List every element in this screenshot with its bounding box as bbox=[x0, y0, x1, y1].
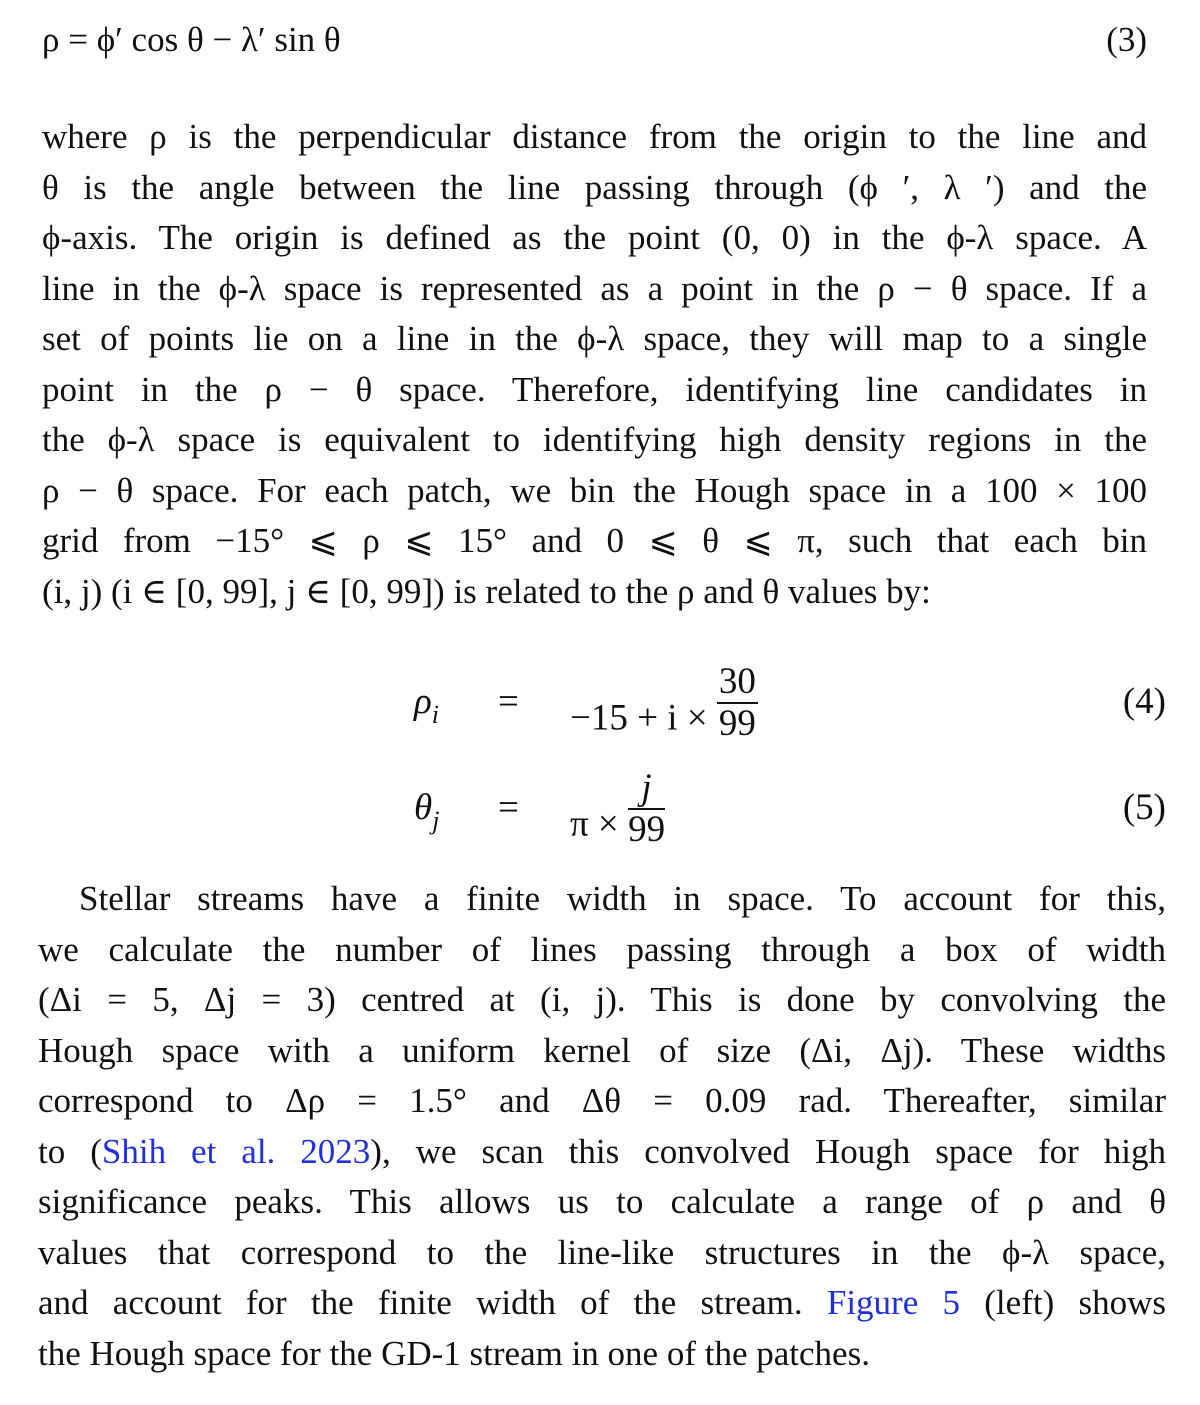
equation-5-equals: = bbox=[498, 787, 519, 828]
equation-5-symbol: θ bbox=[414, 787, 433, 828]
paragraph-text: to ( bbox=[38, 1131, 102, 1171]
paragraph-line: set of points lie on a line in the ϕ-λ space, they will map to a single bbox=[42, 319, 1147, 358]
paragraph-hough-definition bbox=[42, 112, 1147, 617]
equation-5-number: (5) bbox=[1122, 787, 1166, 828]
paragraph-line: Hough space with a uniform kernel of size (Δi, Δj). These widths bbox=[38, 1030, 1166, 1070]
paragraph-line: Stellar streams have a finite width in space. To account for this, bbox=[79, 879, 1166, 918]
paragraph-line: θ is the angle between the line passing through (ϕ ′, λ ′) and the bbox=[42, 167, 1147, 207]
paragraph-stream-width bbox=[38, 874, 1166, 1379]
equation-4 bbox=[0, 644, 1200, 754]
paragraph-line: ϕ-axis. The origin is defined as the point (0, 0) in the ϕ-λ space. A bbox=[42, 218, 1147, 257]
equation-5-subscript: j bbox=[432, 806, 440, 835]
equation-5-lhs bbox=[414, 786, 440, 835]
fraction-denominator: 99 bbox=[718, 703, 756, 744]
paragraph-line: significance peaks. This allows us to calculate a range of ρ and θ bbox=[38, 1182, 1166, 1221]
paragraph-line: the Hough space for the GD-1 stream in one of the patches. bbox=[38, 1333, 870, 1373]
paragraph-text: (left) shows bbox=[984, 1283, 1167, 1322]
equation-4-fraction bbox=[717, 662, 758, 744]
fraction-denominator: 99 bbox=[628, 809, 666, 850]
equation-5-fraction bbox=[628, 768, 665, 850]
paragraph-line: we calculate the number of lines passing through a box of width bbox=[38, 929, 1166, 969]
paragraph-line: (i, j) (i ∈ [0, 99], j ∈ [0, 99]) is related to the ρ and θ values by: bbox=[42, 571, 931, 611]
paragraph-line: correspond to Δρ = 1.5° and Δθ = 0.09 rad. Thereafter, similar bbox=[38, 1081, 1166, 1120]
equation-4-lhs bbox=[414, 680, 439, 729]
equation-3-number: (3) bbox=[1106, 20, 1147, 59]
fraction-numerator: 30 bbox=[718, 661, 756, 702]
paragraph-line: where ρ is the perpendicular distance from the origin to the line and bbox=[42, 117, 1147, 156]
paragraph-line: ρ − θ space. For each patch, we bin the Hough space in a 100 × 100 bbox=[42, 470, 1147, 510]
paragraph-line: point in the ρ − θ space. Therefore, identifying line candidates in bbox=[42, 369, 1147, 409]
equation-3-formula: ρ = ϕ′ cos θ − λ′ sin θ bbox=[42, 20, 341, 59]
equation-3 bbox=[42, 10, 1147, 70]
paragraph-line bbox=[38, 1127, 1166, 1178]
paragraph-line: the ϕ-λ space is equivalent to identifying high density regions in the bbox=[42, 420, 1147, 459]
paragraph-line: grid from −15° ⩽ ρ ⩽ 15° and 0 ⩽ θ ⩽ π, such that each bin bbox=[42, 521, 1147, 560]
equation-5-rhs-prefix: π × bbox=[570, 803, 619, 845]
fraction-numerator: j bbox=[628, 768, 665, 810]
paragraph-text: ), we scan this convolved Hough space for high bbox=[370, 1131, 1166, 1171]
equation-5-rhs bbox=[570, 767, 666, 868]
equation-5 bbox=[0, 750, 1200, 860]
equation-4-number: (4) bbox=[1122, 681, 1166, 722]
equation-4-equals: = bbox=[498, 681, 519, 722]
equation-4-rhs-prefix: −15 + i × bbox=[570, 697, 708, 739]
paragraph-line bbox=[38, 1278, 1166, 1329]
equation-4-subscript: i bbox=[431, 700, 439, 729]
paragraph-text: and account for the finite width of the stream. bbox=[38, 1283, 803, 1322]
paragraph-line: values that correspond to the line-like structures in the ϕ-λ space, bbox=[38, 1232, 1166, 1272]
paragraph-line: (Δi = 5, Δj = 3) centred at (i, j). This is done by convolving the bbox=[38, 980, 1166, 1019]
citation-link-shih-2023[interactable]: Shih et al. 2023 bbox=[101, 1131, 371, 1171]
paragraph-line: line in the ϕ-λ space is represented as a point in the ρ − θ space. If a bbox=[42, 268, 1147, 308]
figure-5-link[interactable]: Figure 5 bbox=[826, 1283, 961, 1322]
equation-4-symbol: ρ bbox=[414, 681, 432, 722]
